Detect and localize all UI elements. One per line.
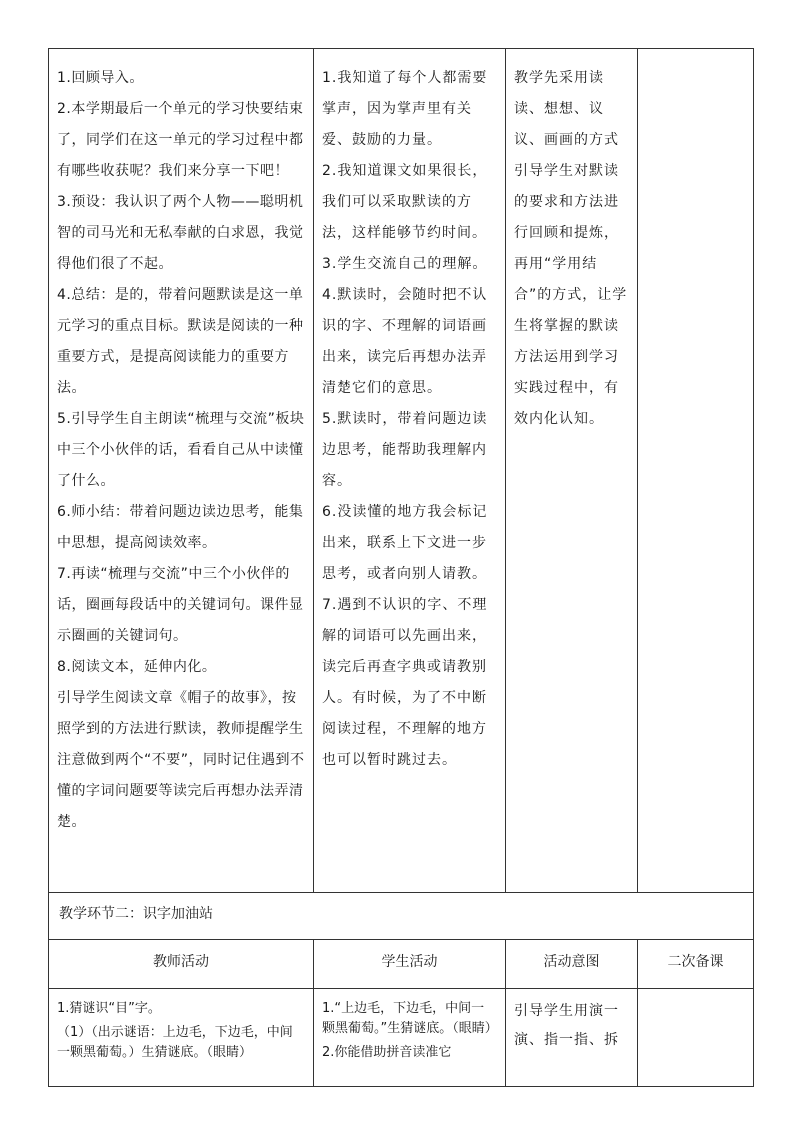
activity-intent-text: 引导学生用演一演、指一指、拆 (514, 1003, 619, 1048)
activity-intent-cell (506, 989, 638, 1087)
section-row (49, 893, 754, 940)
teacher-step: 8.阅读文本，延伸内化。 (57, 659, 217, 675)
column-header-row (49, 940, 754, 989)
teacher-step: （1）（出示谜语：上边毛，下边毛，中间一颗黑葡萄。）生猜谜底。（眼睛） (57, 1025, 293, 1060)
header-teacher: 教师活动 (49, 940, 314, 989)
teacher-step: 引导学生阅读文章《帽子的故事》，按照学到的方法进行默读，教师提醒学生注意做到两个“不要”，同时记住遇到不懂的字词问题要等读完后再想办法弄清楚。 (57, 690, 305, 830)
second-prep-cell (638, 49, 754, 893)
student-step: 7.遇到不认识的字、不理解的词语可以先画出来，读完后再查字典或请教别人。有时候，为了不中断阅读过程，不理解的地方也可以暂时跳过去。 (322, 597, 488, 768)
teacher-step: 4.总结：是的，带着问题默读是这一单元学习的重点目标。默读是阅读的一种重要方式，是提高阅读能力的重要方法。 (57, 287, 304, 396)
student-step: 2.你能借助拼音读准它 (322, 1045, 452, 1060)
second-prep-text (638, 989, 753, 1003)
section-title-cell (49, 893, 754, 940)
student-step: 1.我知道了每个人都需要掌声，因为掌声里有关爱、鼓励的力量。 (322, 70, 488, 148)
activity-row-2 (49, 989, 754, 1087)
section-title: 教学环节二：识字加油站 (59, 906, 213, 922)
second-prep-cell (638, 989, 754, 1087)
teacher-step: 1.回顾导入。 (57, 70, 144, 86)
student-step: 6.没读懂的地方我会标记出来，联系上下文进一步思考，或者向别人请教。 (322, 504, 488, 582)
header-intent: 活动意图 (506, 940, 638, 989)
student-step: 1.“上边毛，下边毛，中间一颗黑葡萄。”生猜谜底。（眼睛） (322, 1001, 498, 1036)
header-student: 学生活动 (314, 940, 506, 989)
teacher-step: 5.引导学生自主朗读“梳理与交流”板块中三个小伙伴的话，看看自己从中读懂了什么。 (57, 411, 305, 489)
student-activity-cell (314, 49, 506, 893)
student-step: 5.默读时，带着问题边读边思考，能帮助我理解内容。 (322, 411, 488, 489)
second-prep-text (638, 49, 753, 73)
header-notes: 二次备课 (638, 940, 754, 989)
activity-intent-text: 教学先采用读读、想想、议议、画画的方式引导学生对默读的要求和方法进行回顾和提炼，再用“学用结合”的方式，让学生将掌握的默读方法运用到学习实践过程中，有效内化认知。 (514, 70, 628, 427)
teacher-activity-cell (49, 989, 314, 1087)
teacher-step: 3.预设：我认识了两个人物——聪明机智的司马光和无私奉献的白求恩，我觉得他们很了不起。 (57, 194, 304, 272)
teacher-step: 1.猜谜识“目”字。 (57, 1001, 161, 1016)
student-activity-cell (314, 989, 506, 1087)
teacher-step: 7.再读“梳理与交流”中三个小伙伴的话，圈画每段话中的关键词句。课件显示圈画的关键词句。 (57, 566, 304, 644)
activity-intent-cell (506, 49, 638, 893)
teacher-step: 2.本学期最后一个单元的学习快要结束了，同学们在这一单元的学习过程中都有哪些收获呢？我们来分享一下吧！ (57, 101, 304, 179)
student-step: 2.我知道课文如果很长，我们可以采取默读的方法，这样能够节约时间。 (322, 163, 488, 241)
student-step: 3.学生交流自己的理解。 (322, 256, 488, 272)
student-step: 4.默读时，会随时把不认识的字、不理解的词语画出来，读完后再想办法弄清楚它们的意思。 (322, 287, 488, 396)
teacher-activity-cell (49, 49, 314, 893)
lesson-plan-table (48, 48, 754, 1087)
teacher-step: 6.师小结：带着问题边读边思考，能集中思想，提高阅读效率。 (57, 504, 304, 551)
activity-row-1 (49, 49, 754, 893)
